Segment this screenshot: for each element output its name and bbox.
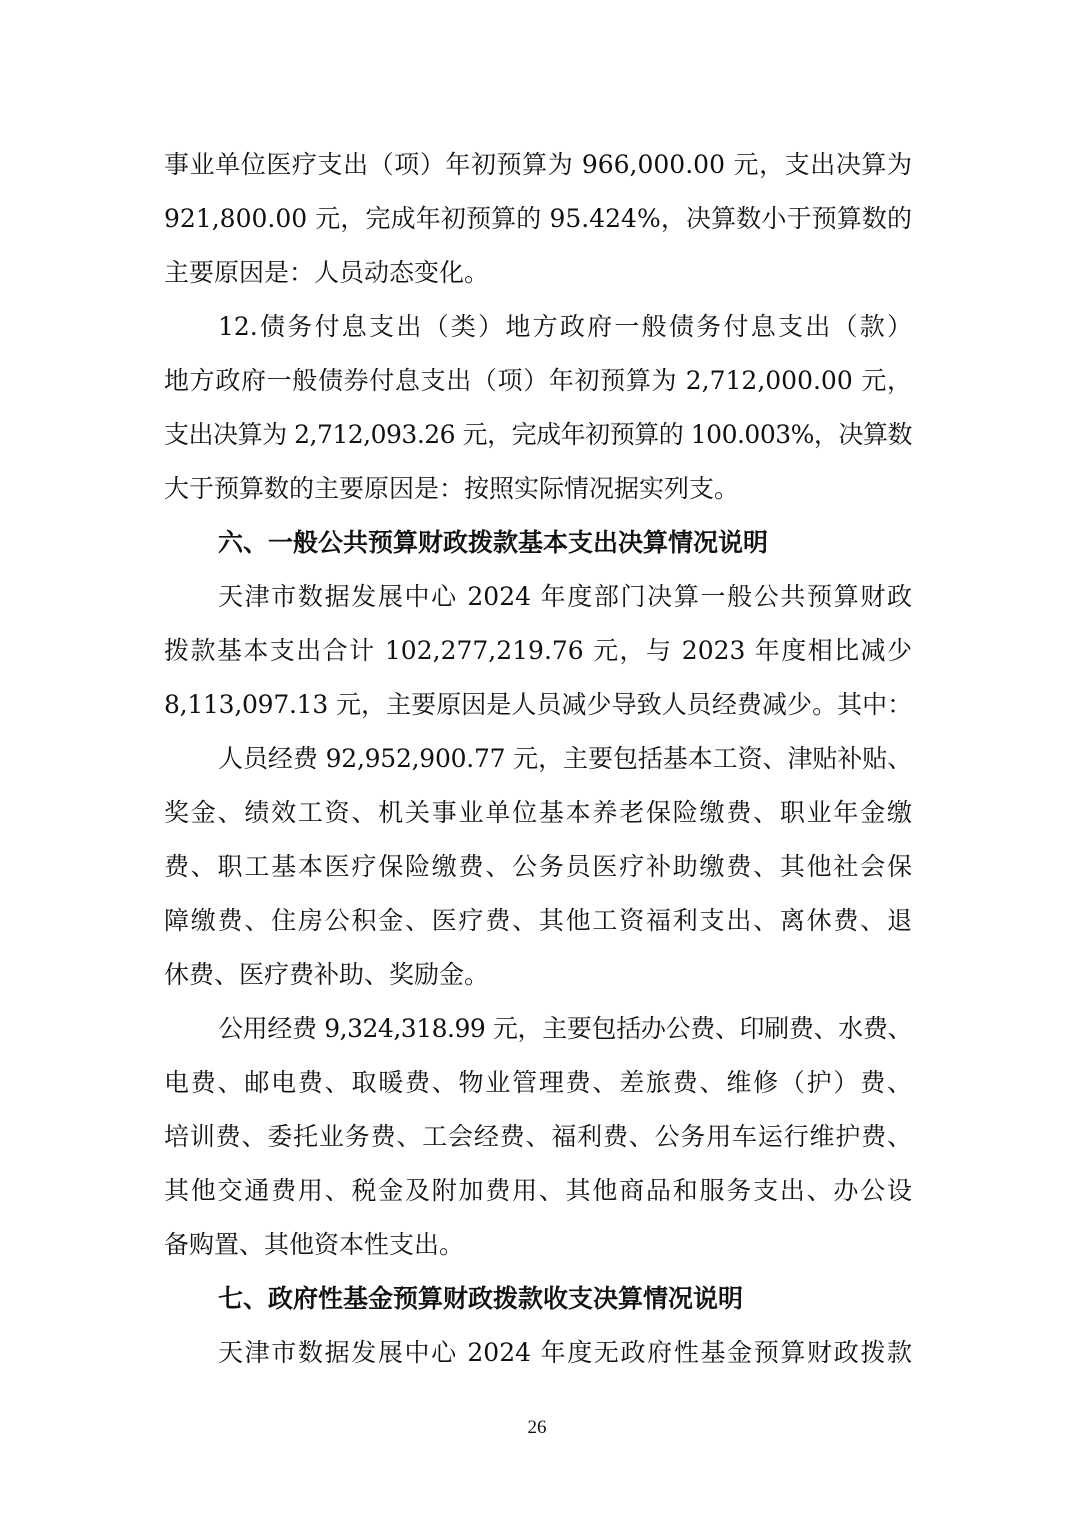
body-text-line: 主要原因是：人员动态变化。 (164, 258, 490, 287)
section-heading-seven: 七、政府性基金预算财政拨款收支决算情况说明 (218, 1284, 744, 1313)
body-text-line: 天津市数据发展中心 2024 年度部门决算一般公共预算财政 (218, 582, 912, 611)
body-text-line: 其他交通费用、税金及附加费用、其他商品和服务支出、办公设 (164, 1176, 912, 1205)
body-text-line: 支出决算为 2,712,093.26 元，完成年初预算的 100.003%，决算数 (164, 420, 912, 449)
body-text-line: 公用经费 9,324,318.99 元，主要包括办公费、印刷费、水费、 (218, 1014, 912, 1043)
body-text-line: 大于预算数的主要原因是：按照实际情况据实列支。 (164, 474, 740, 503)
body-text-line: 8,113,097.13 元，主要原因是人员减少导致人员经费减少。其中： (164, 690, 912, 719)
body-text-line: 921,800.00 元，完成年初预算的 95.424%，决算数小于预算数的 (164, 204, 912, 233)
body-text-line: 拨款基本支出合计 102,277,219.76 元，与 2023 年度相比减少 (164, 636, 912, 665)
body-text-line: 奖金、绩效工资、机关事业单位基本养老保险缴费、职业年金缴 (164, 798, 912, 827)
body-text-line: 事业单位医疗支出（项）年初预算为 966,000.00 元，支出决算为 (164, 150, 912, 179)
body-text-line: 天津市数据发展中心 2024 年度无政府性基金预算财政拨款 (218, 1338, 912, 1367)
section-heading-six: 六、一般公共预算财政拨款基本支出决算情况说明 (218, 528, 769, 557)
body-text-line: 12.债务付息支出（类）地方政府一般债务付息支出（款） (218, 312, 912, 341)
body-text-line: 休费、医疗费补助、奖励金。 (164, 960, 490, 989)
body-text-line: 培训费、委托业务费、工会经费、福利费、公务用车运行维护费、 (164, 1122, 912, 1151)
body-text-line: 人员经费 92,952,900.77 元，主要包括基本工资、津贴补贴、 (218, 744, 912, 773)
page-number: 26 (527, 1417, 547, 1438)
body-text-line: 备购置、其他资本性支出。 (164, 1230, 465, 1259)
body-text-line: 地方政府一般债券付息支出（项）年初预算为 2,712,000.00 元， (164, 366, 912, 395)
body-text-line: 费、职工基本医疗保险缴费、公务员医疗补助缴费、其他社会保 (164, 852, 912, 881)
body-text-line: 障缴费、住房公积金、医疗费、其他工资福利支出、离休费、退 (164, 906, 912, 935)
body-text-line: 电费、邮电费、取暖费、物业管理费、差旅费、维修（护）费、 (164, 1068, 912, 1097)
